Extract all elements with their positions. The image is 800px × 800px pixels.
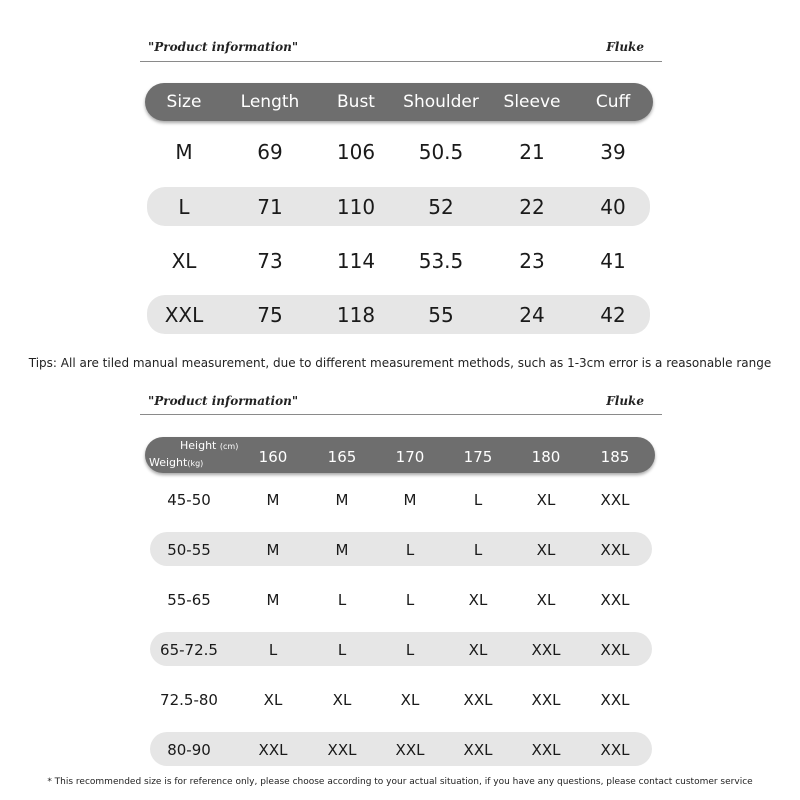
fit-table-size-cell: M bbox=[335, 541, 349, 559]
measurement-tips: Tips: All are tiled manual measurement, due to different measurement methods, such as 1-3cm error is a reasonable range bbox=[28, 356, 772, 370]
size-table-cell: 69 bbox=[257, 140, 283, 164]
size-table-cell: 114 bbox=[336, 249, 376, 273]
size-table-cell: L bbox=[178, 195, 190, 219]
corner-weight-label bbox=[149, 456, 203, 469]
fit-table-size-cell: XL bbox=[536, 541, 556, 559]
size-table-header-cell: Length bbox=[240, 92, 300, 112]
fit-table-weight-cell: 50-55 bbox=[167, 541, 211, 559]
fit-table-size-cell: L bbox=[405, 591, 415, 609]
fit-table-size-cell: XXL bbox=[395, 741, 425, 759]
size-table-header-cell: Bust bbox=[337, 92, 375, 112]
size-table-cell: 106 bbox=[336, 140, 376, 164]
size-table-cell: M bbox=[175, 140, 193, 164]
size-table-row-bar bbox=[147, 295, 650, 334]
fit-table-size-cell: XXL bbox=[600, 641, 630, 659]
size-table-header-cell: Cuff bbox=[595, 92, 631, 112]
size-table-cell: 21 bbox=[519, 140, 545, 164]
fit-table-size-cell: XL bbox=[468, 641, 488, 659]
fit-table-size-cell: M bbox=[266, 591, 280, 609]
size-table-cell: 53.5 bbox=[418, 249, 464, 273]
fit-table-height-header: 185 bbox=[600, 448, 630, 466]
fit-table-size-cell: XL bbox=[263, 691, 283, 709]
size-table-cell: XXL bbox=[164, 303, 204, 327]
corner-weight-unit: (kg) bbox=[187, 459, 204, 468]
size-table-cell: 42 bbox=[600, 303, 626, 327]
fit-table-weight-cell: 65-72.5 bbox=[160, 641, 218, 659]
corner-height-unit: (cm) bbox=[219, 442, 239, 451]
section1-brand: Fluke bbox=[606, 40, 644, 54]
section2-brand: Fluke bbox=[606, 394, 644, 408]
corner-height-label bbox=[180, 439, 238, 452]
size-table-cell: 73 bbox=[257, 249, 283, 273]
footnote: * This recommended size is for reference only, please choose according to your actual situation, if you have any questions, please contact customer service bbox=[47, 777, 753, 787]
fit-table-row-bar bbox=[150, 632, 652, 666]
size-table-cell: 110 bbox=[336, 195, 376, 219]
fit-table-size-cell: M bbox=[266, 491, 280, 509]
fit-table-size-cell: XL bbox=[468, 591, 488, 609]
size-table-cell: 75 bbox=[257, 303, 283, 327]
fit-table-weight-cell: 55-65 bbox=[167, 591, 211, 609]
fit-table-size-cell: M bbox=[403, 491, 417, 509]
size-table-cell: 52 bbox=[428, 195, 454, 219]
fit-table-size-cell: L bbox=[268, 641, 278, 659]
fit-table-weight-cell: 80-90 bbox=[167, 741, 211, 759]
fit-table-size-cell: XL bbox=[536, 591, 556, 609]
fit-table-size-cell: L bbox=[405, 541, 415, 559]
fit-table-size-cell: L bbox=[405, 641, 415, 659]
fit-table-size-cell: XXL bbox=[258, 741, 288, 759]
size-table-cell: 118 bbox=[336, 303, 376, 327]
size-table-cell: XL bbox=[171, 249, 197, 273]
fit-table-size-cell: XL bbox=[332, 691, 352, 709]
fit-table-height-header: 175 bbox=[463, 448, 493, 466]
fit-table-weight-cell: 72.5-80 bbox=[160, 691, 218, 709]
fit-table-size-cell: XXL bbox=[531, 741, 561, 759]
fit-table-height-header: 170 bbox=[395, 448, 425, 466]
fit-table-size-cell: M bbox=[335, 491, 349, 509]
size-table-header-cell: Size bbox=[166, 92, 202, 112]
fit-table-height-header: 160 bbox=[258, 448, 288, 466]
fit-table-size-cell: XXL bbox=[463, 741, 493, 759]
fit-table-size-cell: XXL bbox=[600, 691, 630, 709]
size-table-header-cell: Shoulder bbox=[403, 92, 479, 112]
corner-height-text: Height bbox=[180, 439, 217, 452]
fit-table-size-cell: XXL bbox=[531, 641, 561, 659]
fit-table-size-cell: XL bbox=[400, 691, 420, 709]
fit-table-size-cell: XXL bbox=[600, 591, 630, 609]
size-table-cell: 50.5 bbox=[418, 140, 464, 164]
size-table-cell: 24 bbox=[519, 303, 545, 327]
fit-table-row-bar bbox=[150, 532, 652, 566]
fit-table-size-cell: XXL bbox=[327, 741, 357, 759]
fit-table-size-cell: L bbox=[473, 541, 483, 559]
fit-table-size-cell: XXL bbox=[463, 691, 493, 709]
fit-table-height-header: 165 bbox=[327, 448, 357, 466]
size-table-cell: 41 bbox=[600, 249, 626, 273]
size-table-cell: 40 bbox=[600, 195, 626, 219]
fit-table-size-cell: L bbox=[473, 491, 483, 509]
size-table-cell: 39 bbox=[600, 140, 626, 164]
fit-table-height-header: 180 bbox=[531, 448, 561, 466]
section1-title: "Product information" bbox=[148, 40, 299, 54]
fit-table-size-cell: XL bbox=[536, 491, 556, 509]
section2-title: "Product information" bbox=[148, 394, 299, 408]
fit-table-weight-cell: 45-50 bbox=[167, 491, 211, 509]
size-table-cell: 22 bbox=[519, 195, 545, 219]
fit-table-size-cell: XXL bbox=[600, 741, 630, 759]
fit-table-size-cell: XXL bbox=[531, 691, 561, 709]
size-table-cell: 71 bbox=[257, 195, 283, 219]
size-table-cell: 55 bbox=[428, 303, 454, 327]
fit-table-size-cell: L bbox=[337, 591, 347, 609]
size-table-cell: 23 bbox=[519, 249, 545, 273]
fit-table-size-cell: L bbox=[337, 641, 347, 659]
size-table-header-cell: Sleeve bbox=[503, 92, 561, 112]
fit-table-size-cell: XXL bbox=[600, 541, 630, 559]
section1-rule bbox=[140, 61, 662, 62]
fit-table-size-cell: M bbox=[266, 541, 280, 559]
fit-table-size-cell: XXL bbox=[600, 491, 630, 509]
corner-weight-text: Weight bbox=[149, 456, 188, 469]
size-table-header-bar bbox=[145, 83, 653, 121]
section2-rule bbox=[140, 414, 662, 415]
size-table-row-bar bbox=[147, 187, 650, 226]
